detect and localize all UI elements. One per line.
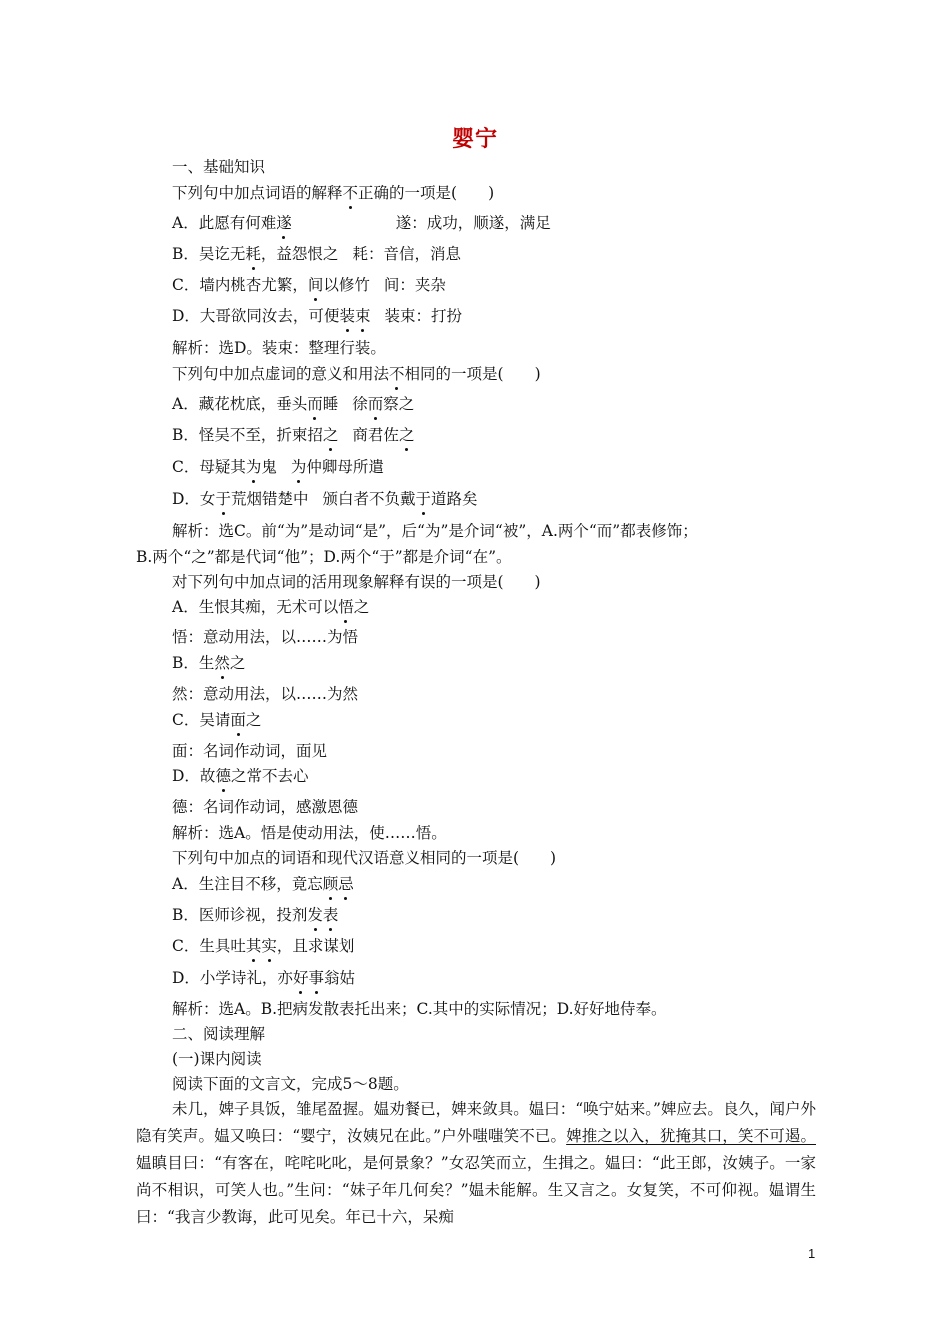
option-text: 徐 <box>352 395 368 413</box>
option-text: B．医师诊视，投剂 <box>172 906 308 924</box>
option-text: ，益怨恨之 <box>260 245 339 263</box>
dotted-char: 束 <box>354 307 371 325</box>
question-2-stem <box>172 363 541 385</box>
option-text: B．吴讫无 <box>172 245 246 263</box>
option-text: 察之 <box>383 395 415 413</box>
question-3-stem: 对下列句中加点词的活用现象解释有误的一项是( ) <box>172 573 541 591</box>
option-explanation: 间：夹杂 <box>383 276 446 294</box>
dotted-char: 之 <box>322 426 339 444</box>
question-3-option-a-explanation: 悟：意动用法，以……为悟 <box>172 628 359 646</box>
dotted-char: 遂 <box>276 214 292 232</box>
option-text: A．生恨其痴，无术可以 <box>172 598 339 616</box>
question-1-option-a <box>172 212 551 234</box>
question-1-option-b <box>172 243 461 265</box>
dotted-char: 装 <box>339 307 355 325</box>
option-text: 翁姑 <box>323 969 355 987</box>
option-text: C．生具吐 <box>172 937 246 955</box>
question-4-option-b <box>172 904 338 926</box>
page-number: 1 <box>808 1246 816 1261</box>
question-3-option-c <box>172 709 261 731</box>
question-4-option-d <box>172 967 355 989</box>
question-2-option-a <box>172 393 414 415</box>
dotted-char: 事 <box>308 969 324 987</box>
option-text: 之 <box>229 654 246 672</box>
option-text: 之 <box>353 598 370 616</box>
dotted-char: 发 <box>307 906 323 924</box>
option-explanation: 遂：成功，顺遂，满足 <box>395 214 551 232</box>
option-text: A．藏花枕底，垂头 <box>172 395 308 413</box>
option-text: 荒烟错楚中 <box>230 490 309 508</box>
dotted-char: 面 <box>230 711 246 729</box>
question-3-option-d-explanation: 德：名词作动词，感激恩德 <box>172 798 359 816</box>
subsection-heading: (一)课内阅读 <box>172 1050 262 1068</box>
underlined-sentence: 婢推之以入，犹掩其口，笑不可遏。 <box>566 1127 816 1145</box>
dotted-char: 好 <box>292 969 309 987</box>
question-1-stem <box>172 182 494 204</box>
dotted-char: 然 <box>214 654 230 672</box>
question-4-option-c <box>172 935 354 957</box>
question-1-option-d <box>172 305 462 327</box>
dotted-char: 为 <box>290 458 307 476</box>
option-text: B．生 <box>172 654 215 672</box>
section-heading-basic: 一、基础知识 <box>172 158 266 176</box>
option-text: C．墙内桃杏尤繁， <box>172 276 308 294</box>
dotted-char: 而 <box>367 395 384 413</box>
question-3-answer: 解析：选A。悟是使动用法，使……悟。 <box>172 824 447 842</box>
dotted-char: 而 <box>307 395 323 413</box>
stem-text: 相同的一项是( ) <box>404 365 541 383</box>
option-explanation: 装束：打扮 <box>384 307 462 325</box>
question-4-option-a <box>172 873 354 895</box>
reading-passage <box>136 1096 816 1231</box>
passage-text: 未几，婢子具饭，雏尾盈握。媪劝餐已，婢来敛具。媪曰：“唤宁姑来。”婢应去。良久，闻户外隐有笑声。媪又唤曰：“婴宁，汝姨兄在此。”户外嗤嗤笑不已。 <box>136 1100 816 1145</box>
dotted-char: 不 <box>342 184 359 202</box>
dotted-char: 表 <box>322 906 339 924</box>
option-text: D．女 <box>172 490 216 508</box>
question-2-answer-line-2: B.两个“之”都是代词“他”；D.两个“于”都是介词“在”。 <box>136 548 512 566</box>
question-3-option-b-explanation: 然：意动用法，以……为然 <box>172 685 359 703</box>
question-3-option-c-explanation: 面：名词作动词，面见 <box>172 742 328 760</box>
option-text: 鬼 <box>261 458 277 476</box>
question-2-answer-line-1: 解析：选C。前“为”是动词“是”，后“为”是介词“被”，A.两个“而”都表修饰； <box>172 522 698 540</box>
option-text: 之常不去心 <box>230 767 309 785</box>
dotted-char: 不 <box>389 365 405 383</box>
section-heading-reading: 二、阅读理解 <box>172 1025 266 1043</box>
option-explanation: 耗：音信，消息 <box>352 245 461 263</box>
option-text: C．吴请 <box>172 711 231 729</box>
option-text: ，且求谋划 <box>276 937 355 955</box>
dotted-char: 忌 <box>338 875 354 893</box>
option-text: 商君佐 <box>352 426 399 444</box>
question-2-option-b <box>172 424 414 446</box>
question-3-option-a <box>172 596 369 618</box>
stem-text: 下列句中加点虚词的意义和用法 <box>172 365 390 383</box>
option-text: 之 <box>245 711 262 729</box>
option-text: 颁白者不负戴 <box>322 490 416 508</box>
question-2-option-d <box>172 488 478 510</box>
question-4-answer: 解析：选A。B.把病发散表托出来；C.其中的实际情况；D.好好地侍奉。 <box>172 1000 667 1018</box>
dotted-char: 顾 <box>322 875 339 893</box>
option-text: A．生注目不移，竟忘 <box>172 875 323 893</box>
option-text: 以修竹 <box>323 276 370 294</box>
option-text: D．故 <box>172 767 216 785</box>
dotted-char: 于 <box>415 490 431 508</box>
question-1-answer: 解析：选D。装束：整理行装。 <box>172 339 386 357</box>
dotted-char: 于 <box>215 490 231 508</box>
question-2-option-c <box>172 456 384 478</box>
stem-text: 下列句中加点词语的解释 <box>172 184 343 202</box>
reading-instruction: 阅读下面的文言文，完成5～8题。 <box>172 1075 409 1093</box>
dotted-char: 其 <box>245 937 262 955</box>
dotted-char: 悟 <box>338 598 354 616</box>
option-text: D．小学诗礼，亦 <box>172 969 293 987</box>
dotted-char: 实 <box>261 937 277 955</box>
option-text: D．大哥欲同汝去，可便 <box>172 307 340 325</box>
option-text: 睡 <box>322 395 339 413</box>
option-text: 仲卿母所遣 <box>306 458 384 476</box>
option-text: A．此愿有何难 <box>172 214 277 232</box>
dotted-char: 耗 <box>245 245 261 263</box>
page-title: 婴宁 <box>451 126 498 152</box>
passage-text: 媪瞋目曰：“有客在，咤咤叱叱，是何景象？”女忍笑而立，生揖之。媪曰：“此王郎，汝姨子。一家尚不相识，可笑人也。”生问：“妹子年几何矣？”媪未能解。生又言之。女复笑，不可仰视。媪谓生曰：“我言少教诲，此可见矣。年已十六，呆痴 <box>136 1154 816 1226</box>
question-4-stem: 下列句中加点的词语和现代汉语意义相同的一项是( ) <box>172 849 557 867</box>
question-1-option-c <box>172 274 446 296</box>
dotted-char: 德 <box>215 767 231 785</box>
dotted-char: 间 <box>307 276 324 294</box>
question-3-option-b <box>172 652 245 674</box>
dotted-char: 之 <box>398 426 415 444</box>
option-text: C．母疑其 <box>172 458 246 476</box>
option-text: 道路矣 <box>431 490 478 508</box>
dotted-char: 为 <box>245 458 262 476</box>
option-text: B．怪吴不至，折柬招 <box>172 426 323 444</box>
question-3-option-d <box>172 765 308 787</box>
stem-text: 正确的一项是( ) <box>358 184 495 202</box>
